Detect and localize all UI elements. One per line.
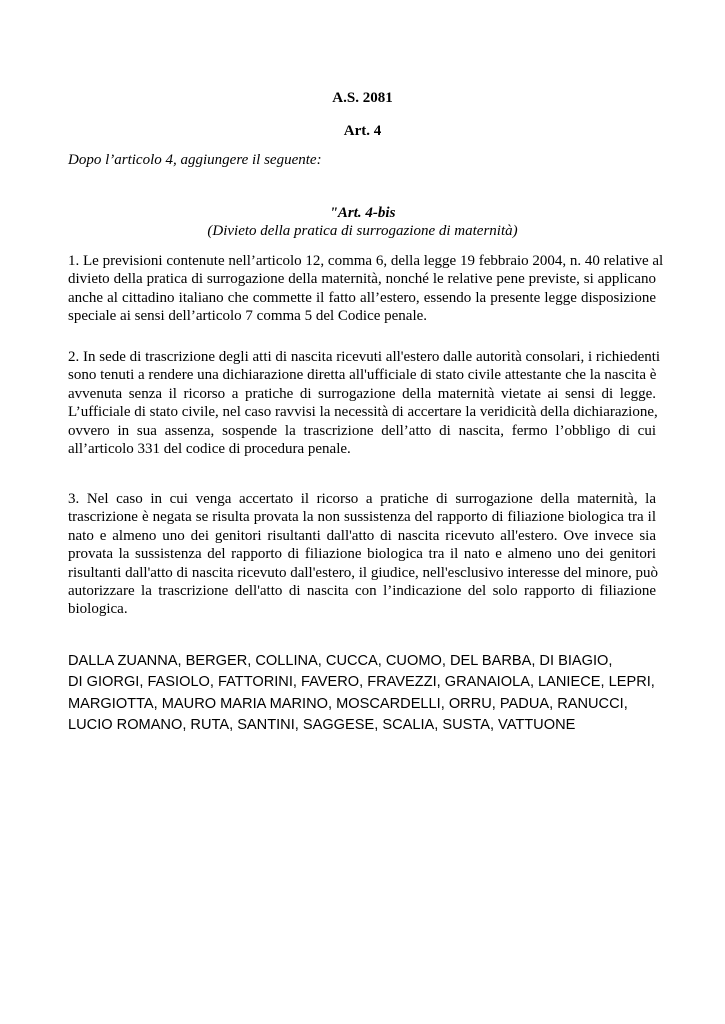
paragraph-line: nato e almeno uno dei genitori risultanti dall'atto di nascita ricevuto all'estero. Ove invece sia bbox=[68, 527, 656, 544]
new-article-description: (Divieto della pratica di surrogazione di maternità) bbox=[207, 223, 518, 239]
paragraph-line: divieto della pratica di surrogazione della maternità, nonché le relative pene previste, si applicano bbox=[68, 271, 656, 288]
paragraph-line: sono tenuti a rendere una dichiarazione diretta all'ufficiale di stato civile attestante che la nascita è bbox=[68, 367, 657, 384]
paragraph-line: risultanti dall'atto di nascita ricevuto dall'estero, il giudice, nell'esclusivo interesse del minore, può bbox=[68, 564, 659, 581]
paragraph-line: provata la sussistenza del rapporto di filiazione biologica tra il nato e almeno uno dei genitori bbox=[68, 546, 656, 563]
paragraph-line: 1. Le previsioni contenute nell’articolo 12, comma 6, della legge 19 febbraio 2004, n. 40 relative al bbox=[68, 253, 664, 269]
paragraph-line: avvenuta senza il ricorso a pratiche di surrogazione della maternità vietate ai sensi di legge. bbox=[68, 385, 656, 402]
paragraph-line: biologica. bbox=[68, 601, 128, 618]
paragraph-line: anche al cittadino italiano che commette il fatto all’estero, essendo la presente legge disposizione bbox=[68, 289, 656, 306]
paragraph-line: L’ufficiale di stato civile, nel caso ravvisi la necessità di accertare la veridicità della dichiarazione, bbox=[68, 404, 658, 421]
signatories-line: DI GIORGI, FASIOLO, FATTORINI, FAVERO, FRAVEZZI, GRANAIOLA, LANIECE, LEPRI, bbox=[68, 674, 655, 691]
bill-number: A.S. 2081 bbox=[332, 90, 393, 106]
signatories-list bbox=[68, 651, 668, 736]
new-article-heading bbox=[0, 204, 725, 240]
paragraph-2 bbox=[68, 348, 661, 458]
paragraph-1 bbox=[68, 252, 664, 326]
paragraph-line: speciale ai sensi dell’articolo 7 comma 5 del Codice penale. bbox=[68, 308, 428, 325]
signatories-line: LUCIO ROMANO, RUTA, SANTINI, SAGGESE, SCALIA, SUSTA, VATTUONE bbox=[68, 716, 576, 733]
paragraph-line: 2. In sede di trascrizione degli atti di nascita ricevuti all'estero dalle autorità consolari, i richiedenti bbox=[68, 349, 661, 365]
signatories-line: DALLA ZUANNA, BERGER, COLLINA, CUCCA, CUOMO, DEL BARBA, DI BIAGIO, bbox=[68, 653, 613, 669]
paragraph-line: all’articolo 331 del codice di procedura penale. bbox=[68, 441, 351, 458]
new-article-title: "Art. 4-bis bbox=[329, 205, 396, 221]
paragraph-line: trascrizione è negata se risulta provata la non sussistenza del rapporto di filiazione biologica tra il bbox=[68, 509, 656, 526]
paragraph-line: ovvero in sua assenza, sospende la trascrizione dell’atto di nascita, fermo l’obbligo di cui bbox=[68, 422, 656, 439]
article-heading: Art. 4 bbox=[343, 123, 382, 139]
paragraph-line: 3. Nel caso in cui venga accertato il ricorso a pratiche di surrogazione della maternità, la bbox=[68, 491, 656, 507]
paragraph-3 bbox=[68, 490, 659, 619]
amendment-intro: Dopo l’articolo 4, aggiungere il seguente: bbox=[68, 152, 322, 168]
paragraph-line: autorizzare la trascrizione dell'atto di nascita con l’indicazione del solo rapporto di filiazione bbox=[68, 583, 656, 600]
signatories-line: MARGIOTTA, MAURO MARIA MARINO, MOSCARDELLI, ORRU, PADUA, RANUCCI, bbox=[68, 695, 628, 712]
